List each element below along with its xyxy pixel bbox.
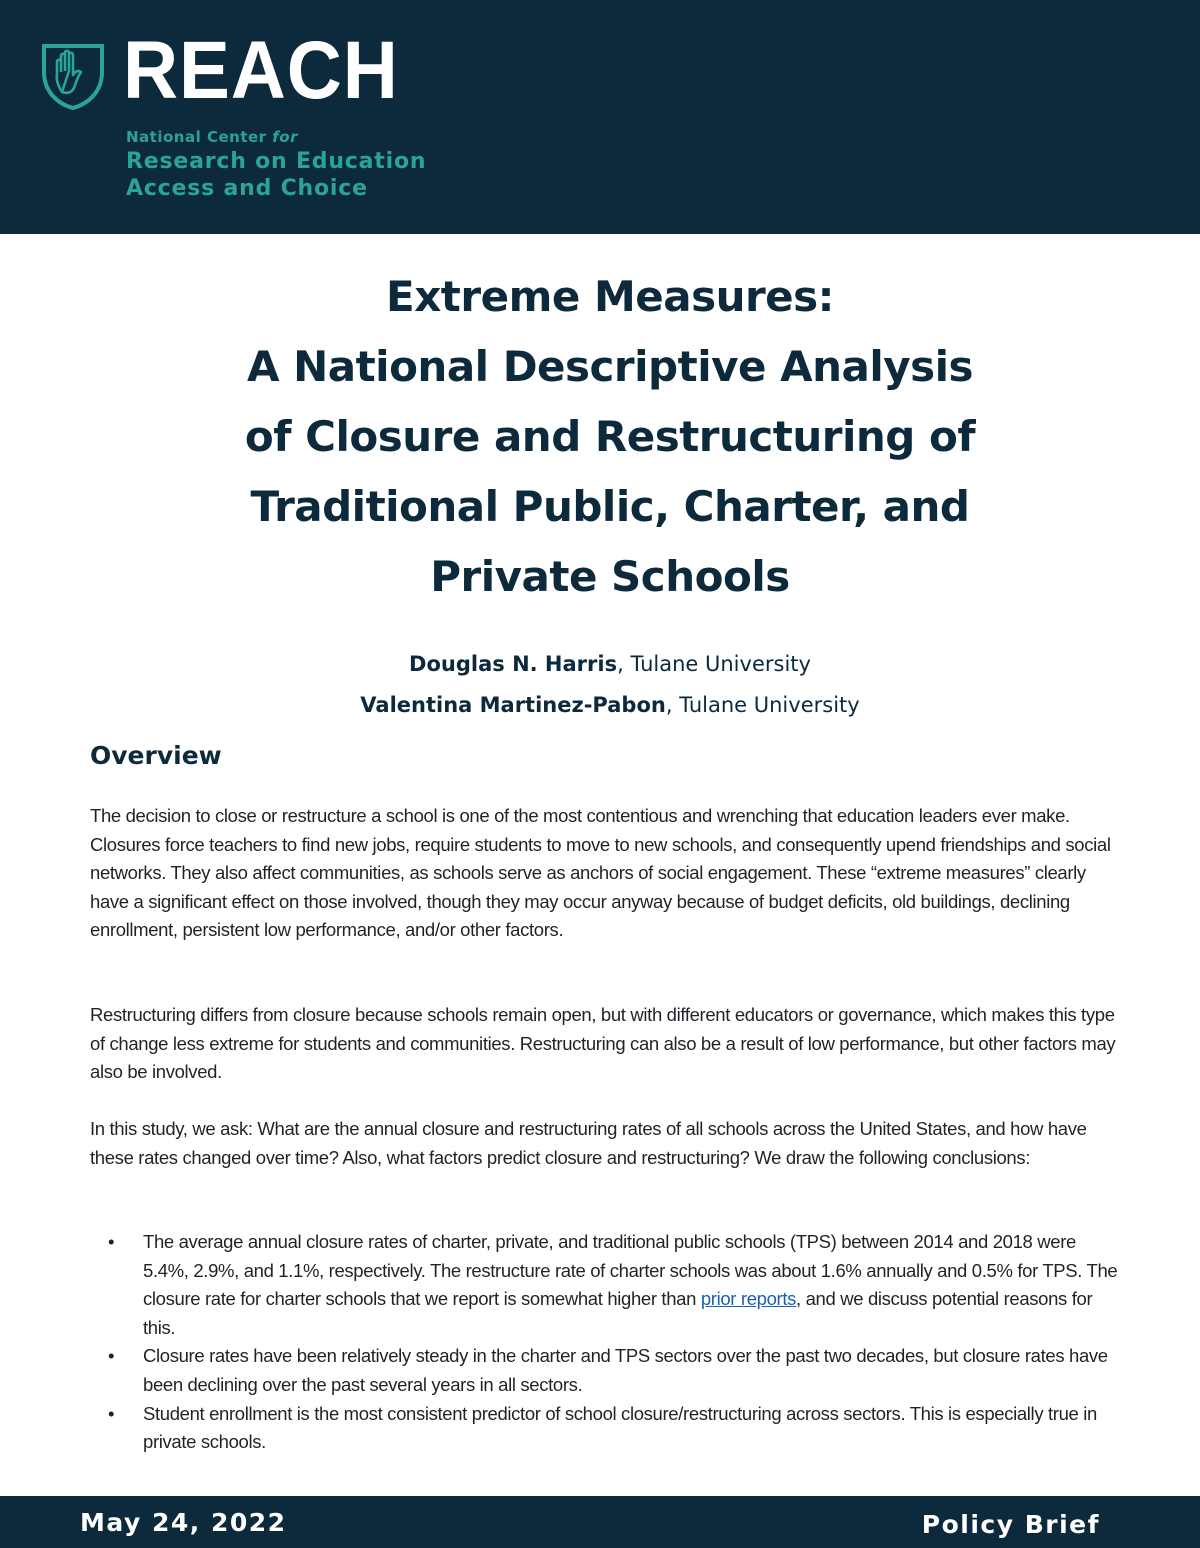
title-line: Private Schools	[430, 552, 790, 601]
logo-wordmark: REACH	[123, 25, 399, 116]
title-line: of Closure and Restructuring of	[244, 412, 976, 461]
list-item: • The average annual closure rates of charter, private, and traditional public schools (TPS) between 2014 and 2018 were 5.4%, 2.9%, and 1.1%, respectively. The restructure rate of charter schools was about 1.6% annually and 0.5% for TPS. The closure rate for charter schools that we report is somewhat higher than prior reports, and we discuss potential reasons for this.	[90, 1228, 1120, 1342]
list-item: • Closure rates have been relatively steady in the charter and TPS sectors over the past two decades, but closure rates have been declining over the past several years in all sectors.	[90, 1342, 1120, 1399]
author-name: Douglas N. Harris	[409, 652, 618, 676]
bullet-icon: •	[108, 1231, 115, 1252]
bullet-icon: •	[108, 1402, 115, 1424]
title-line: Traditional Public, Charter, and	[250, 482, 970, 531]
title-line: A National Descriptive Analysis	[246, 342, 973, 391]
author-name: Valentina Martinez-Pabon	[360, 693, 666, 717]
overview-paragraph: The decision to close or restructure a school is one of the most contentious and wrenching that education leaders ever make. Closures force teachers to find new jobs, require students to move to new schools, and consequently upend friendships and social networks. They also affect communities, as schools serve as anchors of social engagement. These “extreme measures” clearly have a significant effect on those involved, though they may occur anyway because of budget deficits, old buildings, declining enrollment, persistent low performance, and/or other factors.	[90, 805, 1111, 941]
overview-heading: Overview	[90, 741, 222, 770]
author-affiliation: , Tulane University	[617, 652, 811, 676]
author-affiliation: , Tulane University	[665, 693, 860, 717]
author-entry	[100, 685, 1120, 726]
org-name-line3: Access and Choice	[126, 176, 368, 201]
hand-shield-icon	[40, 42, 106, 110]
author-entry	[100, 644, 1120, 685]
header-banner	[0, 0, 1200, 234]
list-item: • Student enrollment is the most consistent predictor of school closure/restructuring across sectors. This is especially true in private schools.	[90, 1400, 1120, 1457]
org-name-line1: National Center for	[126, 128, 299, 146]
org-name-line2: Research on Education	[126, 149, 427, 174]
document-title	[100, 262, 1120, 612]
bullet-icon: •	[108, 1345, 115, 1367]
prior-reports-link[interactable]: prior reports	[700, 1288, 797, 1310]
publication-date: May 24, 2022	[80, 1508, 287, 1537]
author-list	[100, 644, 1120, 726]
overview-paragraph: Restructuring differs from closure because schools remain open, but with different educators or governance, which makes this type of change less extreme for students and communities. Restructuring can also be a result of low performance, but other factors may also be involved.	[90, 1004, 1116, 1083]
conclusions-list	[90, 1228, 1120, 1457]
title-line: Extreme Measures:	[386, 272, 834, 321]
overview-paragraph: In this study, we ask: What are the annual closure and restructuring rates of all schools across the United States, and how have these rates changed over time? Also, what factors predict closure and restructuring? We draw the following conclusions:	[90, 1118, 1087, 1168]
document-type: Policy Brief	[921, 1510, 1100, 1539]
footer-banner	[0, 1496, 1200, 1548]
